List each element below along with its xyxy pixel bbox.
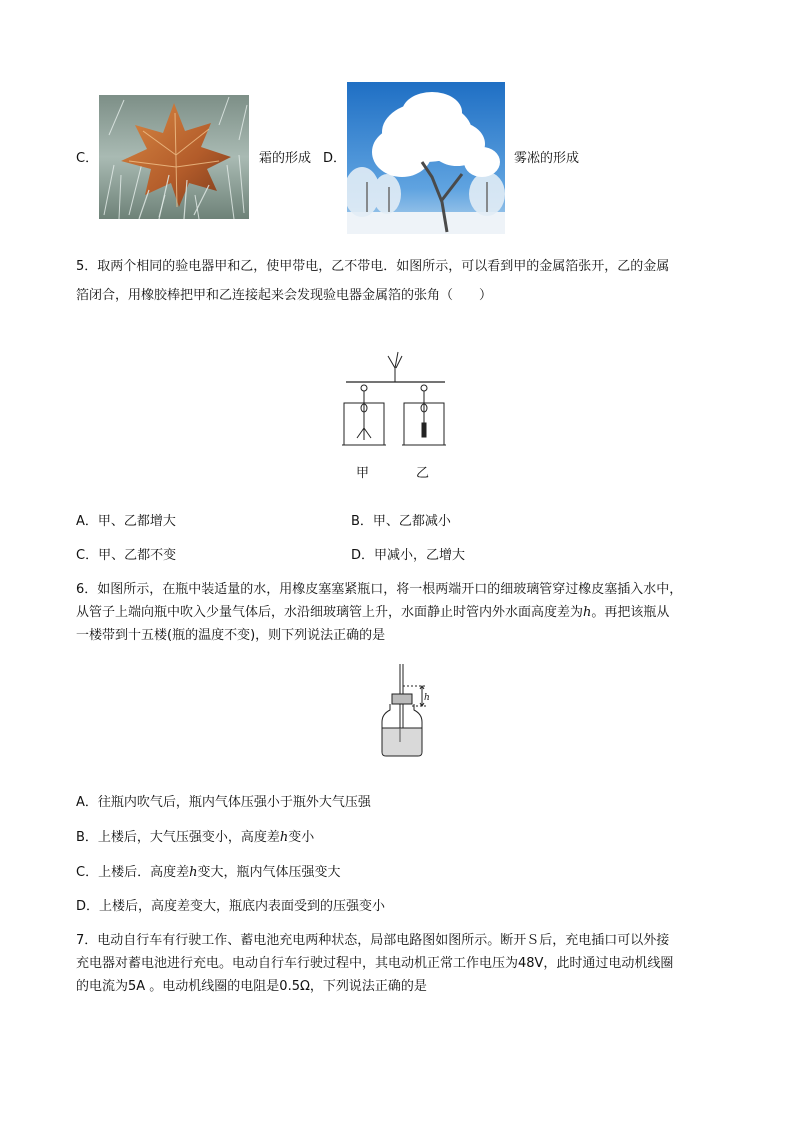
q5-text-line1: 5．取两个相同的验电器甲和乙，使甲带电，乙不带电．如图所示，可以看到甲的金属箔张开，乙的金属 bbox=[76, 259, 670, 274]
q6-option-a[interactable]: A．往瓶内吹气后，瓶内气体压强小于瓶外大气压强 bbox=[76, 795, 371, 810]
bottle-height-label: h bbox=[424, 693, 430, 703]
q5-option-d[interactable]: D．甲减小，乙增大 bbox=[351, 548, 466, 563]
frost-leaf-photo bbox=[99, 95, 249, 219]
option-c-caption: 霜的形成 bbox=[259, 151, 312, 166]
q6-option-d[interactable]: D．上楼后，高度差变大，瓶底内表面受到的压强变小 bbox=[76, 899, 386, 914]
q6-option-b[interactable] bbox=[76, 829, 314, 847]
bottle-figure bbox=[376, 662, 436, 758]
electroscope-figure bbox=[338, 348, 453, 463]
option-d-caption: 雾凇的形成 bbox=[514, 151, 580, 166]
option-d-label: D． bbox=[323, 151, 347, 166]
figure-label-jia: 甲 bbox=[356, 466, 370, 481]
q6-option-c-var: h bbox=[189, 865, 198, 880]
rime-tree-photo bbox=[347, 82, 505, 234]
q6-text-line3: 一楼带到十五楼(瓶的温度不变)，则下列说法正确的是 bbox=[76, 628, 386, 643]
q6-line2-var: h bbox=[583, 605, 592, 620]
q6-option-b-var: h bbox=[279, 830, 289, 845]
q6-text-line1: 6．如图所示，在瓶中装适量的水，用橡皮塞塞紧瓶口，将一根两端开口的细玻璃管穿过橡皮塞插入水中， bbox=[76, 582, 683, 597]
option-c-label: C． bbox=[76, 151, 99, 166]
q5-option-b[interactable]: B．甲、乙都减小 bbox=[351, 514, 451, 529]
figure-label-yi: 乙 bbox=[416, 466, 430, 481]
q7-text-line2: 充电器对蓄电池进行充电。电动自行车行驶过程中，其电动机正常工作电压为48V，此时通过电动机线圈 bbox=[76, 956, 674, 971]
q5-option-a[interactable]: A．甲、乙都增大 bbox=[76, 514, 176, 529]
q5-option-c[interactable]: C．甲、乙都不变 bbox=[76, 548, 177, 563]
q6-option-c-pre: C．上楼后．高度差 bbox=[76, 865, 190, 880]
q6-line2-end: 。再把该瓶从 bbox=[591, 605, 670, 620]
q6-option-c[interactable] bbox=[76, 864, 340, 882]
q7-text-line3: 的电流为5A 。电动机线圈的电阻是0.5Ω，下列说法正确的是 bbox=[76, 979, 427, 994]
q6-line2-text: 从管子上端向瓶中吹入少量气体后，水沿细玻璃管上升，水面静止时管内外水面高度差为 bbox=[76, 605, 584, 620]
q7-text-line1: 7．电动自行车有行驶工作、蓄电池充电两种状态，局部电路图如图所示。断开Ｓ后，充电插口可以外接 bbox=[76, 933, 670, 948]
q6-option-c-post: 变大，瓶内气体压强变大 bbox=[197, 865, 341, 880]
q6-option-b-pre: B．上楼后，大气压强变小，高度差 bbox=[76, 830, 280, 845]
q5-text-line2: 箔闭合，用橡胶棒把甲和乙连接起来会发现验电器金属箔的张角（ ） bbox=[76, 288, 493, 303]
q6-option-b-post: 变小 bbox=[288, 830, 315, 845]
q6-text-line2 bbox=[76, 604, 669, 622]
